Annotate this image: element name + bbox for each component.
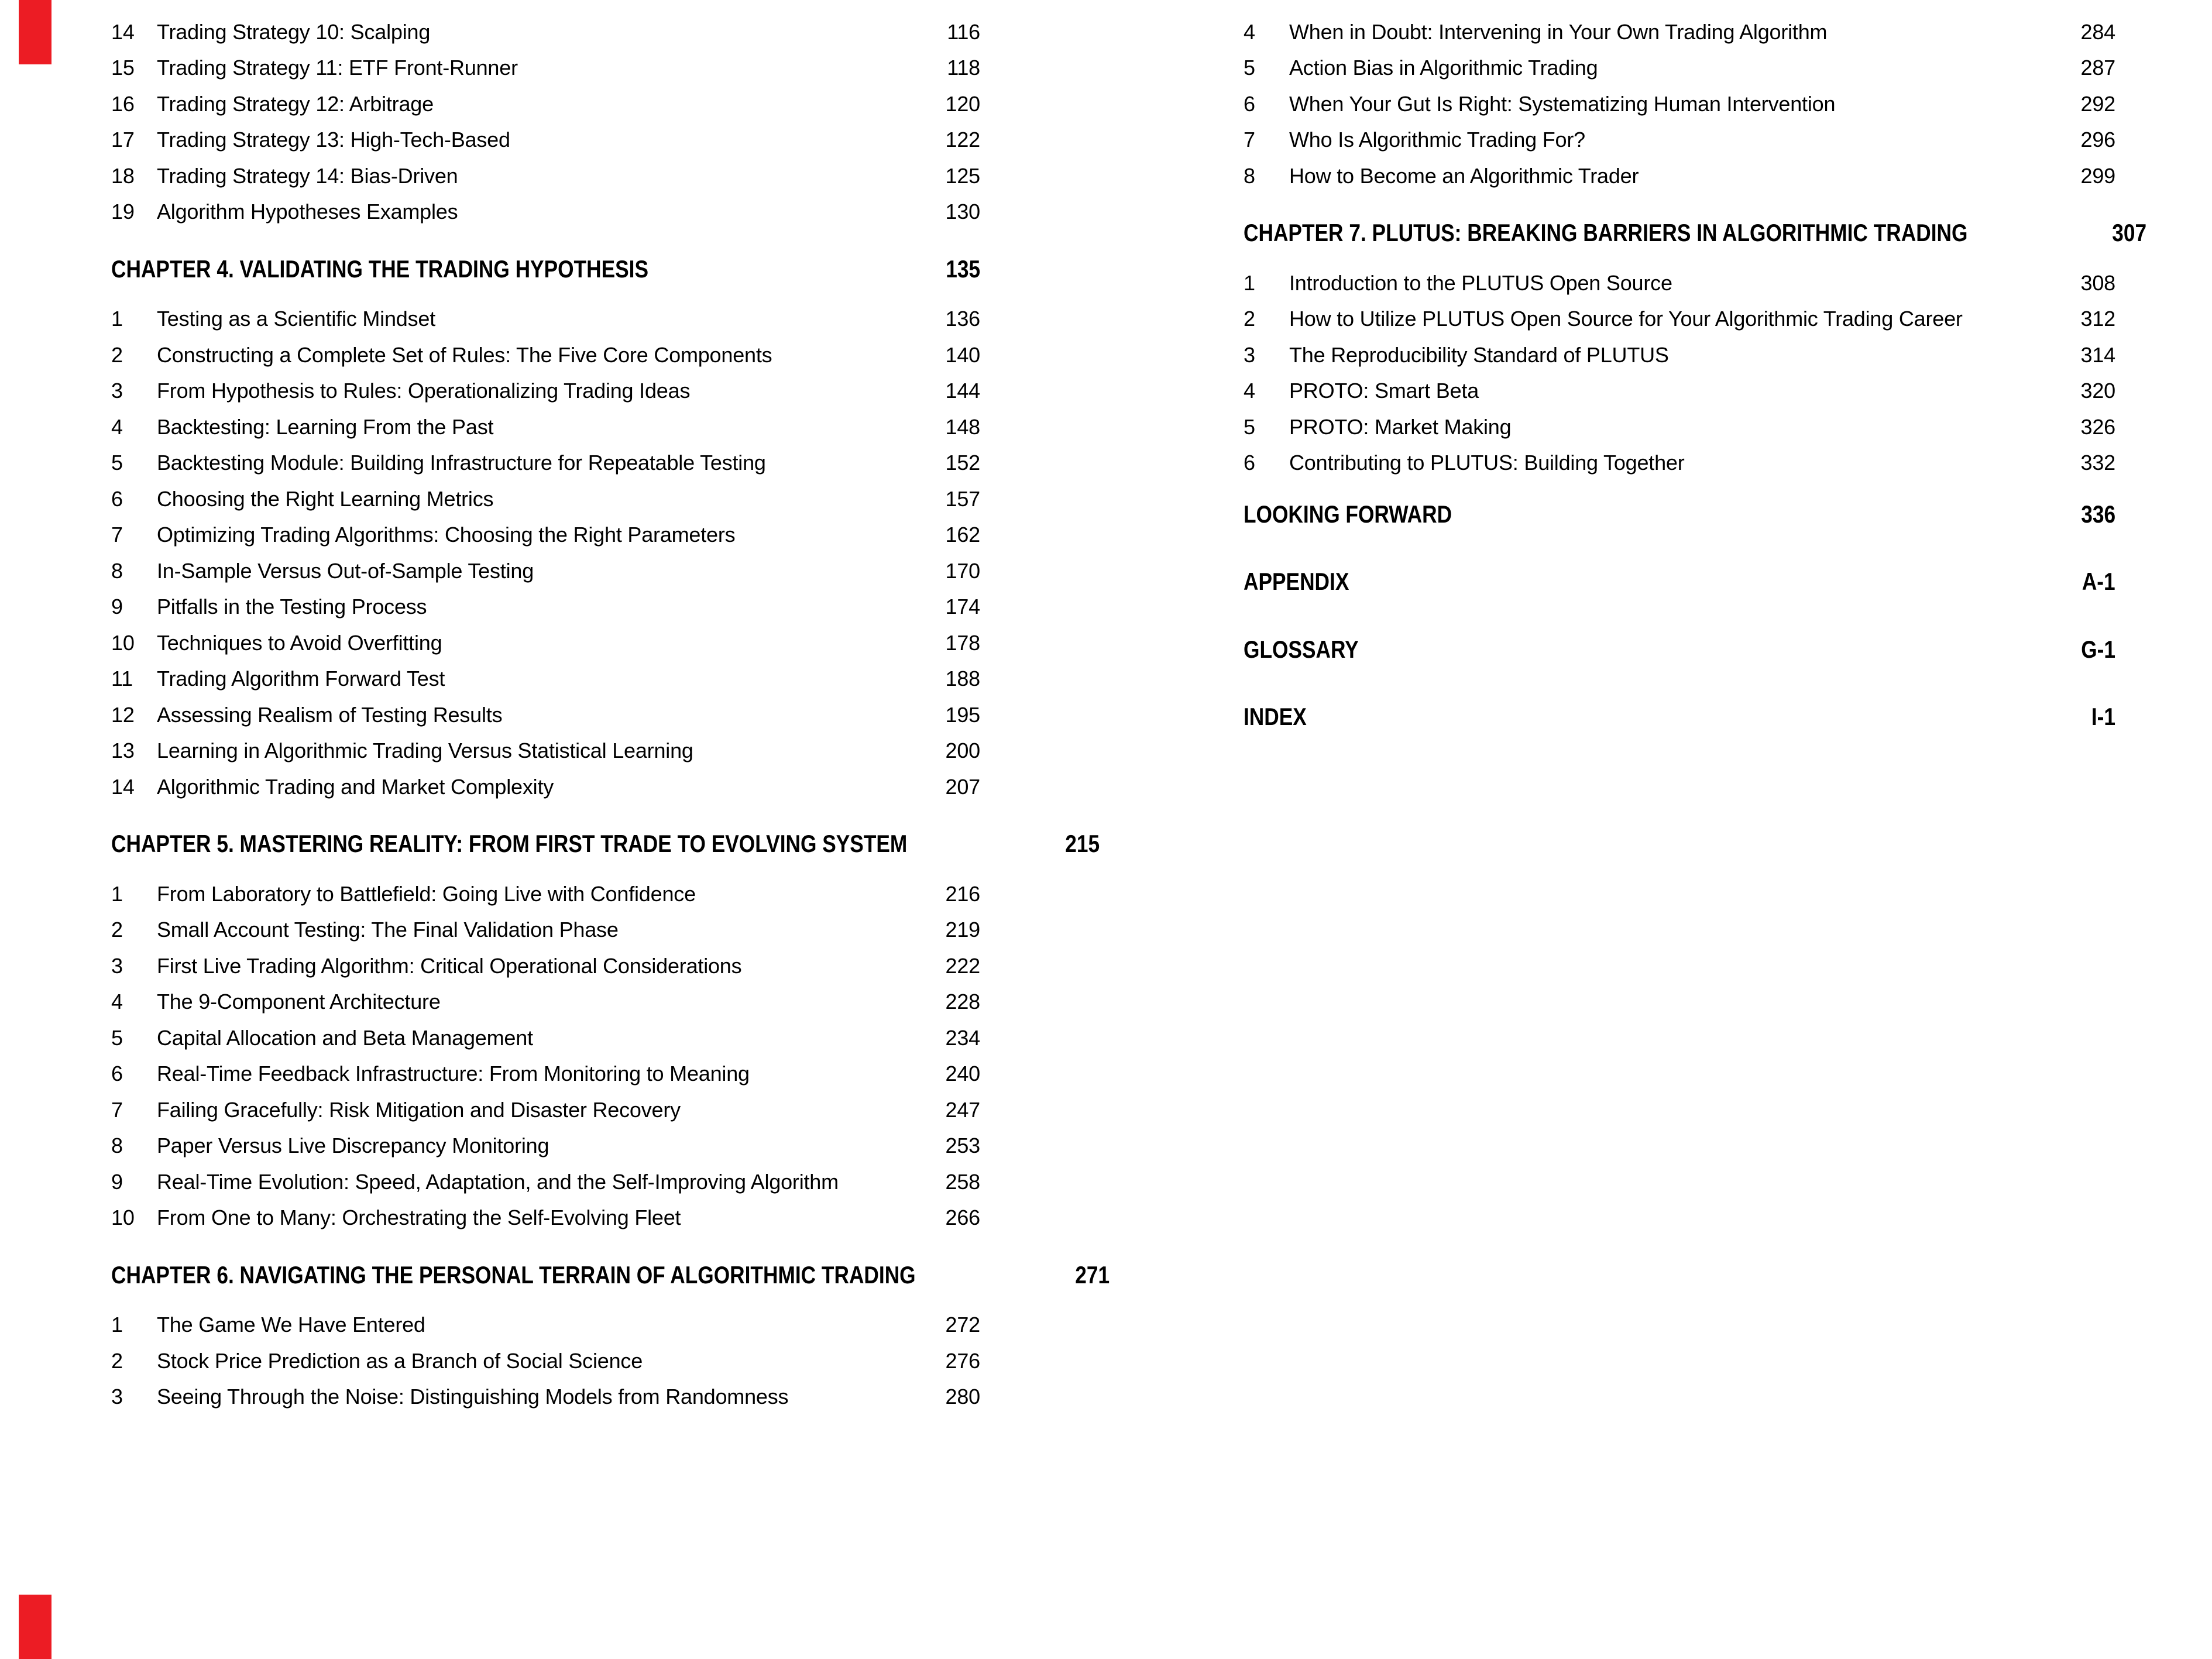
toc-entry [111,481,980,517]
toc-entry-title: Optimizing Trading Algorithms: Choosing the Right Parameters [157,523,736,547]
toc-entry-number: 6 [1244,451,1255,475]
toc-entry-number: 7 [111,1097,123,1122]
toc-entry-number: 12 [111,702,135,727]
backmatter-title: LOOKING FORWARD [1244,500,1452,528]
toc-entry-page: 332 [2080,451,2115,475]
toc-entry [111,1307,980,1344]
toc-entry-title: PROTO: Market Making [1289,414,1512,439]
toc-entry-page: 219 [945,918,980,942]
chapter-heading-title: CHAPTER 5. MASTERING REALITY: FROM FIRST TRADE TO EVOLVING SYSTEM [111,830,908,858]
toc-entry-title: Paper Versus Live Discrepancy Monitoring [157,1134,549,1158]
toc-entry-page: 258 [945,1169,980,1194]
toc-entry-title: Seeing Through the Noise: Distinguishing Models from Randomness [157,1385,789,1409]
toc-entry [1244,409,2115,445]
toc-entry-number: 5 [1244,56,1255,80]
backmatter-page: I-1 [2091,703,2115,731]
backmatter-title: INDEX [1244,703,1307,731]
backmatter-title: APPENDIX [1244,568,1349,596]
toc-entry-page: 122 [945,128,980,152]
toc-entry-page: 284 [2080,19,2115,44]
toc-entry-title: From Laboratory to Battlefield: Going Live with Confidence [157,881,696,906]
toc-entry-title: PROTO: Smart Beta [1289,379,1479,403]
toc-entry [1244,337,2115,373]
toc-entry-number: 16 [111,91,135,116]
toc-entry-number: 1 [111,881,123,906]
toc-entry-page: 125 [945,163,980,188]
toc-entry-page: 314 [2080,342,2115,367]
chapter-heading-page: 307 [2112,219,2147,247]
toc-entry [111,1056,980,1093]
toc-entry-title: Learning in Algorithmic Trading Versus Statistical Learning [157,739,693,763]
toc-entry [111,733,980,770]
toc-entry-page: 136 [945,307,980,331]
chapter-heading-page: 271 [1075,1260,1110,1289]
backmatter-section [1244,496,2115,735]
toc-entry-number: 8 [1244,163,1255,188]
toc-entry-title: From Hypothesis to Rules: Operationalizing Trading Ideas [157,379,691,403]
toc-entry-title: When in Doubt: Intervening in Your Own Trading Algorithm [1289,19,1828,44]
chapter-heading [111,1257,1110,1293]
toc-entry [111,1164,980,1200]
toc-entry-number: 15 [111,56,135,80]
toc-entry-number: 14 [111,19,135,44]
chapter-heading-page: 135 [946,255,980,283]
toc-entry [111,984,980,1021]
toc-entry [1244,86,2115,122]
toc-entry-number: 6 [111,486,123,511]
toc-entry-title: Trading Strategy 12: Arbitrage [157,91,434,116]
toc-entry-title: From One to Many: Orchestrating the Self-Evolving Fleet [157,1205,681,1230]
toc-entry-number: 9 [111,595,123,619]
toc-entry-number: 1 [1244,270,1255,295]
toc-entry-number: 5 [111,1025,123,1050]
toc-entry-title: In-Sample Versus Out-of-Sample Testing [157,558,534,583]
toc-entry-number: 13 [111,739,135,763]
toc-entry-page: 266 [945,1205,980,1230]
toc-entry-number: 9 [111,1169,123,1194]
chapter-items [111,301,980,805]
toc-entry [111,86,980,122]
toc-entry-title: When Your Gut Is Right: Systematizing Human Intervention [1289,91,1836,116]
toc-entry-page: 140 [945,342,980,367]
toc-entry-page: 228 [945,990,980,1014]
chapter-heading-title: CHAPTER 6. NAVIGATING THE PERSONAL TERRAIN OF ALGORITHMIC TRADING [111,1260,916,1289]
toc-entry [111,301,980,338]
toc-entry-number: 1 [111,1313,123,1337]
toc-entry-number: 7 [1244,128,1255,152]
toc-entry-page: 120 [945,91,980,116]
toc-entry [111,517,980,554]
chapter-section [1244,215,2147,482]
toc-entry [111,337,980,373]
chapter-heading [111,251,980,287]
toc-entry [111,1343,980,1379]
toc-entry [111,661,980,698]
chapter-heading [1244,631,2115,668]
toc-entry [111,589,980,626]
chapter-heading-title: CHAPTER 4. VALIDATING THE TRADING HYPOTHESIS [111,255,648,283]
toc-entry-page: 276 [945,1348,980,1373]
toc-entry-number: 7 [111,523,123,547]
toc-entry-title: Trading Strategy 11: ETF Front-Runner [157,56,518,80]
toc-entry-page: 253 [945,1134,980,1158]
toc-entry [111,50,980,87]
toc-entry [111,409,980,445]
toc-entry-title: Trading Algorithm Forward Test [157,667,445,691]
toc-entry-page: 162 [945,523,980,547]
backmatter-page: A-1 [2082,568,2115,596]
toc-entry-page: 247 [945,1097,980,1122]
toc-right-column [1244,0,2147,735]
chapter-heading [1244,699,2115,736]
toc-entry [1244,373,2115,410]
red-edge-tab-top [19,0,51,64]
toc-entry-page: 116 [947,19,980,44]
toc-entry [111,1092,980,1128]
toc-entry-title: Pitfalls in the Testing Process [157,595,427,619]
toc-entry-page: 130 [945,200,980,224]
chapter-section [111,1257,1110,1415]
toc-entry-page: 299 [2080,163,2115,188]
toc-entry-page: 280 [945,1385,980,1409]
toc-entry-page: 308 [2080,270,2115,295]
toc-entry-page: 312 [2080,307,2115,331]
toc-entry-title: Trading Strategy 14: Bias-Driven [157,163,458,188]
chapter-heading-page: 215 [1065,830,1100,858]
toc-entry-number: 3 [1244,342,1255,367]
toc-entry [111,373,980,410]
backmatter-page: 336 [2081,500,2115,528]
toc-entry-title: The Game We Have Entered [157,1313,425,1337]
toc-entry-number: 2 [111,1348,123,1373]
toc-entry-page: 216 [945,881,980,906]
chapter-heading [111,826,1100,863]
toc-entry [111,158,980,194]
toc-entry-title: First Live Trading Algorithm: Critical Operational Considerations [157,953,742,978]
toc-entry-page: 326 [2080,414,2115,439]
toc-entry-title: The Reproducibility Standard of PLUTUS [1289,342,1669,367]
toc-entry [1244,158,2115,194]
toc-entry-number: 2 [111,342,123,367]
toc-entry-title: Techniques to Avoid Overfitting [157,630,442,655]
toc-entry-title: Small Account Testing: The Final Validation Phase [157,918,619,942]
toc-entry-number: 17 [111,128,135,152]
toc-entry [1244,445,2115,482]
toc-entry-page: 234 [945,1025,980,1050]
toc-entry-title: Introduction to the PLUTUS Open Source [1289,270,1672,295]
toc-entry-title: Assessing Realism of Testing Results [157,702,503,727]
toc-entry [111,1379,980,1416]
toc-entry [111,445,980,482]
toc-entry-number: 8 [111,558,123,583]
toc-entry-page: 296 [2080,128,2115,152]
chapter-heading [1244,496,2115,533]
chapter-heading [1244,215,2147,252]
toc-entry-page: 207 [945,774,980,799]
toc-items-section [111,14,980,230]
toc-entry [1244,265,2115,301]
toc-entry-title: Algorithmic Trading and Market Complexity [157,774,554,799]
toc-entry-title: How to Become an Algorithmic Trader [1289,163,1639,188]
toc-entry-title: Stock Price Prediction as a Branch of Social Science [157,1348,643,1373]
toc-entry-number: 18 [111,163,135,188]
toc-entry-number: 10 [111,630,135,655]
toc-left-column [111,0,1110,1415]
toc-entry-title: Contributing to PLUTUS: Building Together [1289,451,1685,475]
toc-entry-number: 4 [1244,19,1255,44]
chapter-items [111,876,980,1236]
toc-entry-number: 4 [111,414,123,439]
toc-entry-number: 11 [111,667,133,691]
toc-entry-title: Capital Allocation and Beta Management [157,1025,533,1050]
toc-entry-number: 10 [111,1205,135,1230]
toc-entry [1244,122,2115,159]
toc-entry-number: 5 [1244,414,1255,439]
toc-entry-page: 170 [945,558,980,583]
toc-entry-title: The 9-Component Architecture [157,990,441,1014]
toc-entry-title: Real-Time Feedback Infrastructure: From Monitoring to Meaning [157,1062,750,1086]
backmatter-title: GLOSSARY [1244,635,1359,663]
toc-entry [111,122,980,159]
toc-entry-title: How to Utilize PLUTUS Open Source for Your Algorithmic Trading Career [1289,307,1963,331]
toc-entry-title: Real-Time Evolution: Speed, Adaptation, and the Self-Improving Algorithm [157,1169,839,1194]
toc-entry-number: 3 [111,1385,123,1409]
toc-entry-title: Trading Strategy 13: High-Tech-Based [157,128,510,152]
toc-items-section [1244,14,2115,194]
toc-entry-number: 14 [111,774,135,799]
toc-entry-page: 152 [945,451,980,475]
toc-entry [1244,50,2115,87]
toc-entry [111,553,980,589]
backmatter-page: G-1 [2081,635,2115,663]
toc-entry-number: 5 [111,451,123,475]
toc-entry-title: Testing as a Scientific Mindset [157,307,436,331]
toc-entry [111,1200,980,1236]
toc-entry-title: Failing Gracefully: Risk Mitigation and Disaster Recovery [157,1097,681,1122]
toc-entry-page: 157 [945,486,980,511]
toc-entry-page: 240 [945,1062,980,1086]
toc-entry-number: 6 [1244,91,1255,116]
toc-entry-number: 3 [111,379,123,403]
toc-entry-page: 118 [947,56,980,80]
toc-entry-page: 148 [945,414,980,439]
toc-entry-title: Who Is Algorithmic Trading For? [1289,128,1585,152]
chapter-items [111,1307,980,1416]
toc-entry-title: Backtesting Module: Building Infrastructure for Repeatable Testing [157,451,766,475]
toc-entry-title: Constructing a Complete Set of Rules: The Five Core Components [157,342,772,367]
toc-entry-title: Trading Strategy 10: Scalping [157,19,431,44]
chapter-items [1244,265,2115,481]
toc-entry-title: Algorithm Hypotheses Examples [157,200,458,224]
toc-entry [1244,301,2115,338]
toc-entry-page: 287 [2080,56,2115,80]
toc-entry-page: 174 [945,595,980,619]
red-edge-tab-bottom [19,1595,51,1659]
toc-entry [111,1020,980,1056]
toc-entry [1244,14,2115,50]
toc-entry-number: 3 [111,953,123,978]
toc-entry-number: 1 [111,307,123,331]
toc-entry-page: 222 [945,953,980,978]
toc-entry [111,14,980,50]
toc-entry-title: Choosing the Right Learning Metrics [157,486,494,511]
toc-entry [111,876,980,912]
toc-entry-page: 195 [945,702,980,727]
toc-entry [111,1128,980,1165]
chapter-section [111,251,980,805]
toc-entry [111,948,980,984]
toc-entry-title: Action Bias in Algorithmic Trading [1289,56,1598,80]
toc-entry-number: 4 [111,990,123,1014]
toc-entry-page: 188 [945,667,980,691]
toc-entry-page: 200 [945,739,980,763]
toc-entry [111,697,980,733]
toc-entry [111,625,980,661]
toc-entry-page: 178 [945,630,980,655]
toc-entry [111,194,980,231]
chapter-heading-title: CHAPTER 7. PLUTUS: BREAKING BARRIERS IN ALGORITHMIC TRADING [1244,219,1968,247]
toc-entry-page: 320 [2080,379,2115,403]
toc-entry-number: 2 [1244,307,1255,331]
chapter-section [111,826,1100,1236]
toc-entry-number: 19 [111,200,135,224]
chapter-heading [1244,564,2115,600]
toc-entry-number: 6 [111,1062,123,1086]
toc-entry-number: 4 [1244,379,1255,403]
toc-entry-page: 144 [945,379,980,403]
toc-entry-page: 292 [2080,91,2115,116]
toc-entry [111,769,980,805]
toc-entry-number: 8 [111,1134,123,1158]
toc-entry-title: Backtesting: Learning From the Past [157,414,494,439]
toc-entry-page: 272 [945,1313,980,1337]
toc-entry-number: 2 [111,918,123,942]
toc-entry [111,912,980,949]
